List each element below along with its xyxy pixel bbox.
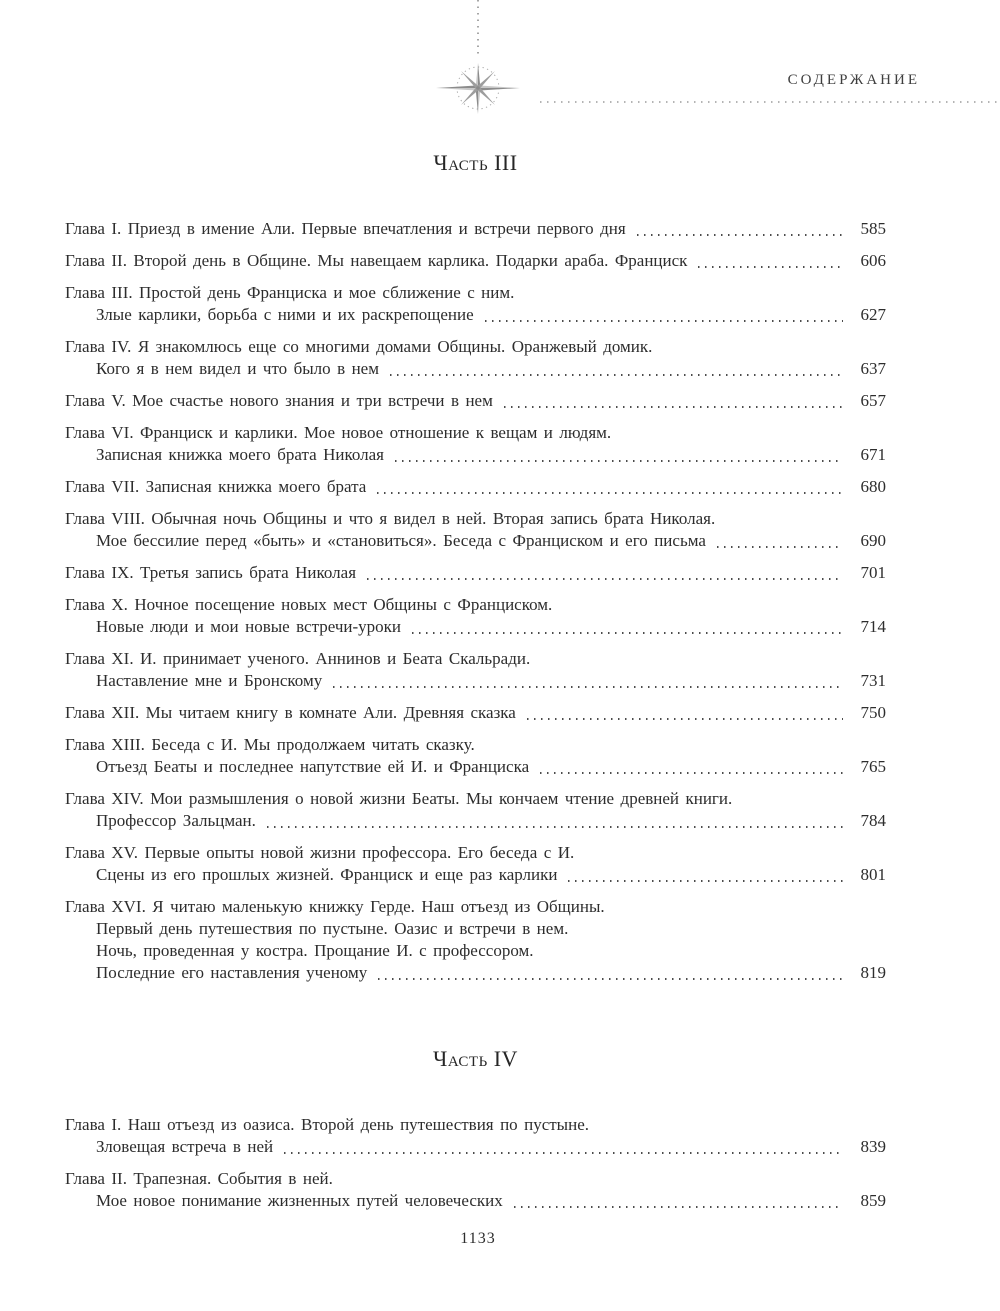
chapter-title-text: Глава VII. Записная книжка моего брата	[65, 477, 367, 496]
toc-line	[65, 336, 886, 358]
toc-entry	[65, 1168, 886, 1212]
toc-entry	[65, 842, 886, 886]
chapter-title-text: Глава XIV. Мои размышления о новой жизни Беаты. Мы кончаем чтение древней книги.	[65, 789, 733, 808]
chapter-page-number: 606	[860, 251, 886, 270]
toc-entry	[65, 648, 886, 692]
part-title: Часть III	[433, 150, 518, 175]
dotted-horizontal-rule	[540, 101, 1000, 103]
toc-line	[65, 918, 886, 940]
toc-line	[65, 1168, 886, 1190]
chapter-title-text: Глава II. Трапезная. События в ней.	[65, 1169, 333, 1188]
toc-line	[65, 304, 886, 326]
chapter-page-number: 839	[860, 1137, 886, 1156]
toc-entry	[65, 422, 886, 466]
dot-leader	[529, 756, 852, 778]
toc-line	[65, 896, 886, 918]
toc-line	[65, 282, 886, 304]
chapter-title-text: Глава XVI. Я читаю маленькую книжку Герде. Наш отъезд из Общины.	[65, 897, 605, 916]
chapter-title-text: Глава IV. Я знакомлюсь еще со многими домами Общины. Оранжевый домик.	[65, 337, 653, 356]
toc-line	[65, 734, 886, 756]
dot-leader	[401, 616, 852, 638]
toc-line	[65, 648, 886, 670]
chapter-page-number: 671	[860, 445, 886, 464]
chapter-page-number: 731	[860, 671, 886, 690]
toc-line	[65, 616, 886, 638]
dot-leader	[273, 1136, 852, 1158]
compass-rose-icon	[428, 60, 528, 118]
chapter-page-number: 714	[860, 617, 886, 636]
dot-leader	[379, 358, 852, 380]
toc-line	[65, 842, 886, 864]
chapter-title-text: Глава VIII. Обычная ночь Общины и что я видел в ней. Вторая запись брата Николая.	[65, 509, 716, 528]
toc-entry	[65, 390, 886, 412]
dot-leader	[516, 702, 852, 724]
toc-line	[65, 670, 886, 692]
chapter-title-text: Записная книжка моего брата Николая	[96, 445, 384, 464]
chapter-title-text: Первый день путешествия по пустыне. Оазис и встречи в нем.	[96, 919, 569, 938]
dot-leader	[474, 304, 852, 326]
chapter-page-number: 585	[860, 219, 886, 238]
dot-leader	[706, 530, 852, 552]
toc-line	[65, 788, 886, 810]
chapter-page-number: 801	[860, 865, 886, 884]
chapter-title-text: Отъезд Беаты и последнее напутствие ей И. и Франциска	[96, 757, 530, 776]
toc-line	[65, 444, 886, 466]
chapter-title-text: Наставление мне и Бронскому	[96, 671, 323, 690]
chapter-title-text: Глава I. Наш отъезд из оазиса. Второй день путешествия по пустыне.	[65, 1115, 589, 1134]
dot-leader	[366, 476, 852, 498]
chapter-title-text: Глава XV. Первые опыты новой жизни профессора. Его беседа с И.	[65, 843, 575, 862]
chapter-page-number: 784	[860, 811, 886, 830]
chapter-page-number: 680	[860, 477, 886, 496]
chapter-page-number: 701	[860, 563, 886, 582]
chapter-page-number: 859	[860, 1191, 886, 1210]
chapter-page-number: 819	[860, 963, 886, 982]
toc-line	[65, 358, 886, 380]
toc-line	[65, 250, 886, 272]
chapter-title-text: Глава I. Приезд в имение Али. Первые впечатления и встречи первого дня	[65, 219, 626, 238]
toc-line	[65, 1114, 886, 1136]
chapter-page-number: 637	[860, 359, 886, 378]
dot-leader	[503, 1190, 852, 1212]
toc-line	[65, 218, 886, 240]
dot-leader	[367, 962, 852, 984]
toc-entry	[65, 702, 886, 724]
toc-line	[65, 864, 886, 886]
chapter-page-number: 765	[860, 757, 886, 776]
toc-line	[65, 594, 886, 616]
dot-leader	[493, 390, 852, 412]
toc-entry	[65, 1114, 886, 1158]
chapter-title-text: Зловещая встреча в ней	[96, 1137, 274, 1156]
chapter-title-text: Глава XI. И. принимает ученого. Аннинов и Беата Скальради.	[65, 649, 531, 668]
toc-section-1	[65, 150, 886, 984]
toc-entry	[65, 282, 886, 326]
table-of-contents	[65, 150, 886, 1222]
toc-line	[65, 756, 886, 778]
toc-line	[65, 476, 886, 498]
chapter-page-number: 657	[860, 391, 886, 410]
page-header-title: СОДЕРЖАНИЕ	[787, 72, 920, 88]
chapter-title-text: Глава V. Мое счастье нового знания и три встречи в нем	[65, 391, 493, 410]
chapter-title-text: Глава IX. Третья запись брата Николая	[65, 563, 357, 582]
chapter-title-text: Глава XII. Мы читаем книгу в комнате Али. Древняя сказка	[65, 703, 516, 722]
part-title: Часть IV	[433, 1046, 518, 1071]
chapter-title-text: Мое бессилие перед «быть» и «становиться». Беседа с Франциском и его письма	[96, 531, 706, 550]
chapter-title-text: Последние его наставления ученому	[96, 963, 368, 982]
toc-entry	[65, 476, 886, 498]
dotted-vertical-rule	[477, 0, 479, 58]
chapter-title-text: Сцены из его прошлых жизней. Франциск и еще раз карлики	[96, 865, 558, 884]
dot-leader	[384, 444, 852, 466]
chapter-page-number: 750	[860, 703, 886, 722]
toc-section-2	[65, 1046, 886, 1212]
toc-line	[65, 702, 886, 724]
chapter-title-text: Злые карлики, борьба с ними и их раскрепощение	[96, 305, 474, 324]
toc-line	[65, 422, 886, 444]
dot-leader	[626, 218, 852, 240]
dot-leader	[557, 864, 852, 886]
toc-entry	[65, 218, 886, 240]
dot-leader	[356, 562, 852, 584]
chapter-page-number: 627	[860, 305, 886, 324]
chapter-title-text: Кого я в нем видел и что было в нем	[96, 359, 379, 378]
dot-leader	[256, 810, 852, 832]
chapter-title-text: Глава III. Простой день Франциска и мое сближение с ним.	[65, 283, 515, 302]
toc-line	[65, 810, 886, 832]
toc-entry	[65, 594, 886, 638]
page-number: 1133	[460, 1230, 496, 1247]
chapter-title-text: Профессор Зальцман.	[96, 811, 256, 830]
toc-entry	[65, 562, 886, 584]
toc-entry	[65, 508, 886, 552]
toc-entry	[65, 250, 886, 272]
toc-entry	[65, 336, 886, 380]
toc-line	[65, 562, 886, 584]
toc-entry	[65, 788, 886, 832]
toc-line	[65, 962, 886, 984]
chapter-title-text: Глава XIII. Беседа с И. Мы продолжаем читать сказку.	[65, 735, 475, 754]
dot-leader	[322, 670, 852, 692]
toc-line	[65, 1190, 886, 1212]
chapter-title-text: Мое новое понимание жизненных путей человеческих	[96, 1191, 503, 1210]
toc-entry	[65, 734, 886, 778]
chapter-title-text: Ночь, проведенная у костра. Прощание И. с профессором.	[96, 941, 534, 960]
dot-leader	[687, 250, 852, 272]
toc-line	[65, 390, 886, 412]
chapter-page-number: 690	[860, 531, 886, 550]
toc-line	[65, 1136, 886, 1158]
chapter-title-text: Глава VI. Франциск и карлики. Мое новое отношение к вещам и людям.	[65, 423, 612, 442]
toc-entry	[65, 896, 886, 984]
chapter-title-text: Новые люди и мои новые встречи-уроки	[96, 617, 402, 636]
toc-line	[65, 940, 886, 962]
toc-line	[65, 508, 886, 530]
chapter-title-text: Глава II. Второй день в Общине. Мы навещаем карлика. Подарки араба. Франциск	[65, 251, 688, 270]
chapter-title-text: Глава X. Ночное посещение новых мест Общины с Франциском.	[65, 595, 553, 614]
toc-line	[65, 530, 886, 552]
